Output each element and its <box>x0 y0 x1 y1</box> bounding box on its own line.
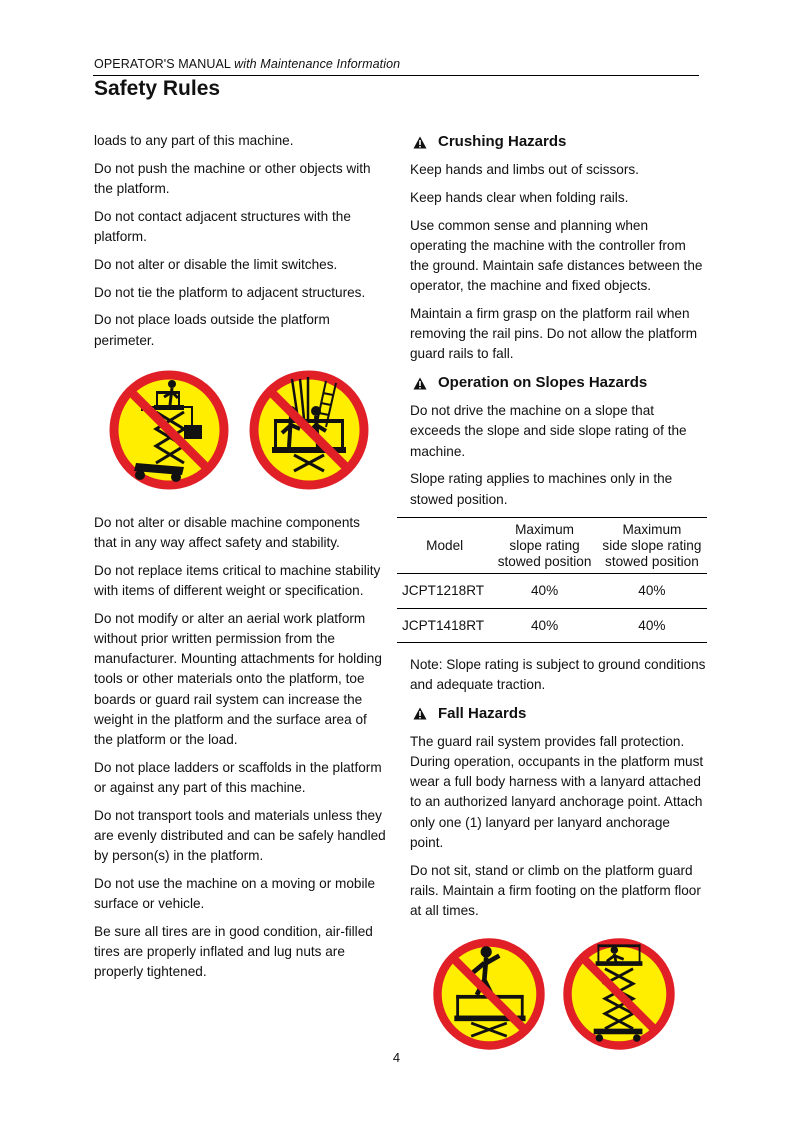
column-header-slope: Maximum slope rating stowed position <box>492 518 597 574</box>
paragraph: Keep hands clear when folding rails. <box>410 189 629 205</box>
warning-triangle-icon <box>410 377 430 390</box>
paragraph: Do not place loads outside the platform perimeter. <box>94 312 330 348</box>
paragraph: Do not push the machine or other objects with the platform. <box>94 160 371 196</box>
paragraph: Slope rating applies to machines only in the stowed position. <box>410 471 673 507</box>
note: Note: Slope rating is subject to ground conditions and adequate traction. <box>410 656 706 693</box>
paragraph: Do not tie the platform to adjacent structures. <box>94 284 366 300</box>
no-climbing-ladders-sign-icon <box>246 367 372 493</box>
no-overload-sign-icon <box>106 367 232 493</box>
prohibition-signs-top <box>106 367 386 493</box>
warning-triangle-icon <box>410 136 430 149</box>
paragraph: Do not replace items critical to machine stability with items of different weight or specification. <box>94 562 381 598</box>
crushing-hazards-heading <box>410 131 706 153</box>
paragraph: Do not drive the machine on a slope that exceeds the slope and side slope rating of the machine. <box>410 403 687 459</box>
side-slope-cell: 40% <box>597 574 707 608</box>
no-standing-on-rails-sign-icon <box>430 935 548 1053</box>
paragraph: loads to any part of this machine. <box>94 133 294 148</box>
paragraph: Do not modify or alter an aerial work platform without prior written permission from the manufacturer. Mounting attachments for holding tools or other materials onto the platform, toe boards or guard rail system can increase the weight in the platform and the surface area of the platform or the load. <box>94 610 382 748</box>
paragraph: Do not contact adjacent structures with the platform. <box>94 208 351 244</box>
section-title: Fall Hazards <box>438 704 527 722</box>
manual-subtitle: with Maintenance Information <box>234 57 401 71</box>
model-cell: JCPT1418RT <box>397 608 492 642</box>
warning-triangle-icon <box>410 707 430 720</box>
slopes-hazards-heading <box>410 372 706 394</box>
model-cell: JCPT1218RT <box>397 574 492 608</box>
column-header-model: Model <box>397 518 492 574</box>
slope-rating-table <box>397 517 707 642</box>
paragraph: The guard rail system provides fall protection. During operation, occupants in the platform must wear a full body harness with a lanyard attached to an authorized lanyard anchorage point. Attach only one (1) lanyard per lanyard anchorage point. <box>410 733 704 850</box>
paragraph: Do not use the machine on a moving or mobile surface or vehicle. <box>94 876 376 912</box>
side-slope-cell: 40% <box>597 608 707 642</box>
running-header <box>94 57 400 71</box>
prohibition-signs-bottom <box>430 935 706 1053</box>
slope-cell: 40% <box>492 574 597 608</box>
slope-cell: 40% <box>492 608 597 642</box>
paragraph: Do not transport tools and materials unless they are evenly distributed and can be safely handled by person(s) in the platform. <box>94 807 386 864</box>
table-row <box>397 608 707 642</box>
paragraph: Maintain a firm grasp on the platform rail when removing the rail pins. Do not allow the platform guard rails to fall. <box>410 306 698 362</box>
manual-title: OPERATOR'S MANUAL <box>94 57 231 71</box>
right-column <box>402 131 706 1053</box>
section-title: Operation on Slopes Hazards <box>438 374 648 392</box>
paragraph: Do not place ladders or scaffolds in the platform or against any part of this machine. <box>94 759 382 796</box>
header-rule <box>93 75 699 76</box>
table-row <box>397 574 707 608</box>
left-column <box>94 131 386 990</box>
section-title: Crushing Hazards <box>438 132 567 150</box>
paragraph: Be sure all tires are in good condition, air-filled tires are properly inflated and lug nuts are properly tightened. <box>94 924 373 980</box>
no-climbing-scissors-sign-icon <box>560 935 678 1053</box>
paragraph: Do not alter or disable machine components that in any way affect safety and stability. <box>94 514 360 550</box>
paragraph: Do not alter or disable the limit switches. <box>94 256 338 272</box>
fall-hazards-heading <box>410 703 706 725</box>
paragraph: Use common sense and planning when operating the machine with the controller from the ground. Maintain safe distances between the operator, the machine and fixed objects. <box>410 217 703 294</box>
paragraph: Do not sit, stand or climb on the platform guard rails. Maintain a firm footing on the platform floor at all times. <box>410 862 701 919</box>
paragraph: Keep hands and limbs out of scissors. <box>410 162 639 177</box>
table-header-row <box>397 518 707 574</box>
page-title: Safety Rules <box>94 77 221 100</box>
page-number: 4 <box>392 1050 401 1065</box>
column-header-side-slope: Maximum side slope rating stowed position <box>597 518 707 574</box>
